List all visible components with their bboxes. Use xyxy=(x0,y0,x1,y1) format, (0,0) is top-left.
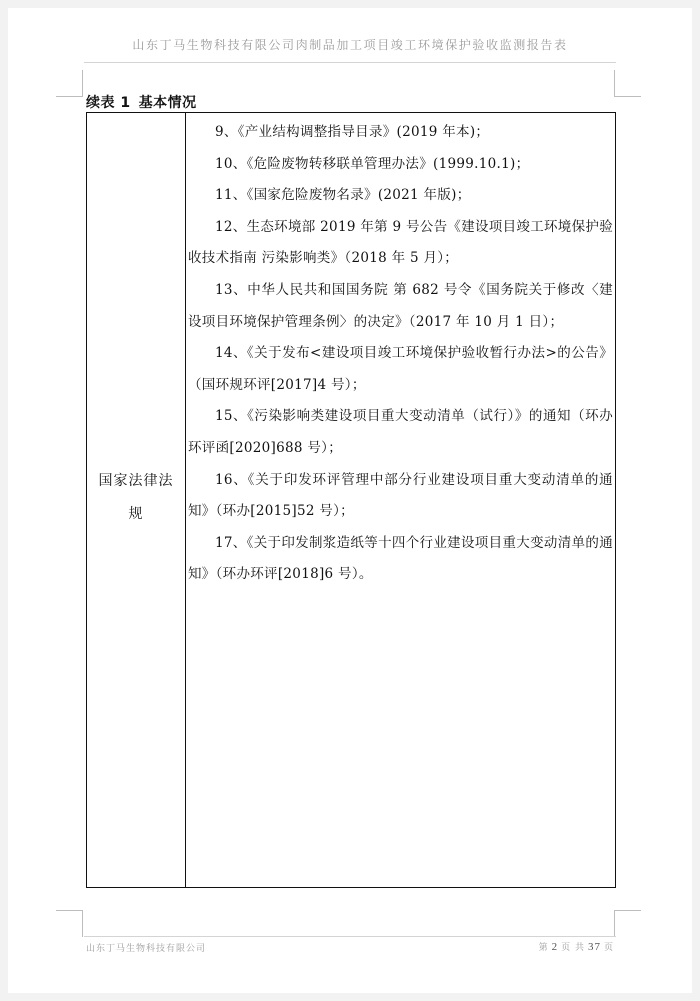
category-label-line-2: 规 xyxy=(128,506,144,522)
page-total: 37 xyxy=(587,941,601,953)
page-suffix: 页 xyxy=(603,943,614,953)
page-number xyxy=(536,940,614,953)
crop-mark-bottom-left xyxy=(56,910,83,937)
info-table xyxy=(86,112,616,888)
page-prefix: 第 xyxy=(538,943,549,953)
crop-mark-top-right xyxy=(614,70,641,97)
regulation-item: 16、《关于印发环评管理中部分行业建设项目重大变动清单的通知》（环办[2015]52 号）； xyxy=(188,471,613,520)
regulation-item: 15、《污染影响类建设项目重大变动清单（试行）》的通知（环办环评函[2020]688 号）； xyxy=(188,408,613,456)
footer-company: 山东丁马生物科技有限公司 xyxy=(86,944,207,954)
column-divider xyxy=(185,113,186,887)
regulation-item: 9、《产业结构调整指导目录》(2019 年本)； xyxy=(215,124,490,140)
section-title: 基本情况 xyxy=(138,95,197,111)
regulation-item: 14、《关于发布<建设项目竣工环境保护验收暂行办法>的公告》（国环规环评[2017]4 号）； xyxy=(188,345,613,393)
category-label-cell xyxy=(87,465,185,531)
regulation-item: 11、《国家危险废物名录》(2021 年版)； xyxy=(215,187,471,204)
regulation-item: 10、《危险废物转移联单管理办法》(1999.10.1)； xyxy=(215,155,530,172)
category-label-line-1: 国家法律法 xyxy=(98,473,174,489)
footer-divider xyxy=(84,936,616,937)
section-heading xyxy=(86,92,205,112)
regulation-item: 13、中华人民共和国国务院 第 682 号令《国务院关于修改〈建设项目环境保护管理条例〉的决定》（2017 年 10 月 1 日）； xyxy=(188,281,613,330)
page-current: 2 xyxy=(551,941,559,953)
regulation-item: 12、生态环境部 2019 年第 9 号公告《建设项目竣工环境保护验收技术指南 污染影响类》（2018 年 5 月）； xyxy=(188,218,613,267)
regulations-list xyxy=(188,117,613,591)
regulation-item: 17、《关于印发制浆造纸等十四个行业建设项目重大变动清单的通知》（环办环评[2018]6 号）。 xyxy=(188,534,613,583)
running-header: 山东丁马生物科技有限公司肉制品加工项目竣工环境保护验收监测报告表 xyxy=(132,38,568,52)
crop-mark-bottom-right xyxy=(614,910,641,937)
crop-mark-top-left xyxy=(56,70,83,97)
page-mid: 页 共 xyxy=(561,943,585,953)
section-number: 续表 1 xyxy=(86,95,131,111)
header-divider xyxy=(84,62,616,63)
